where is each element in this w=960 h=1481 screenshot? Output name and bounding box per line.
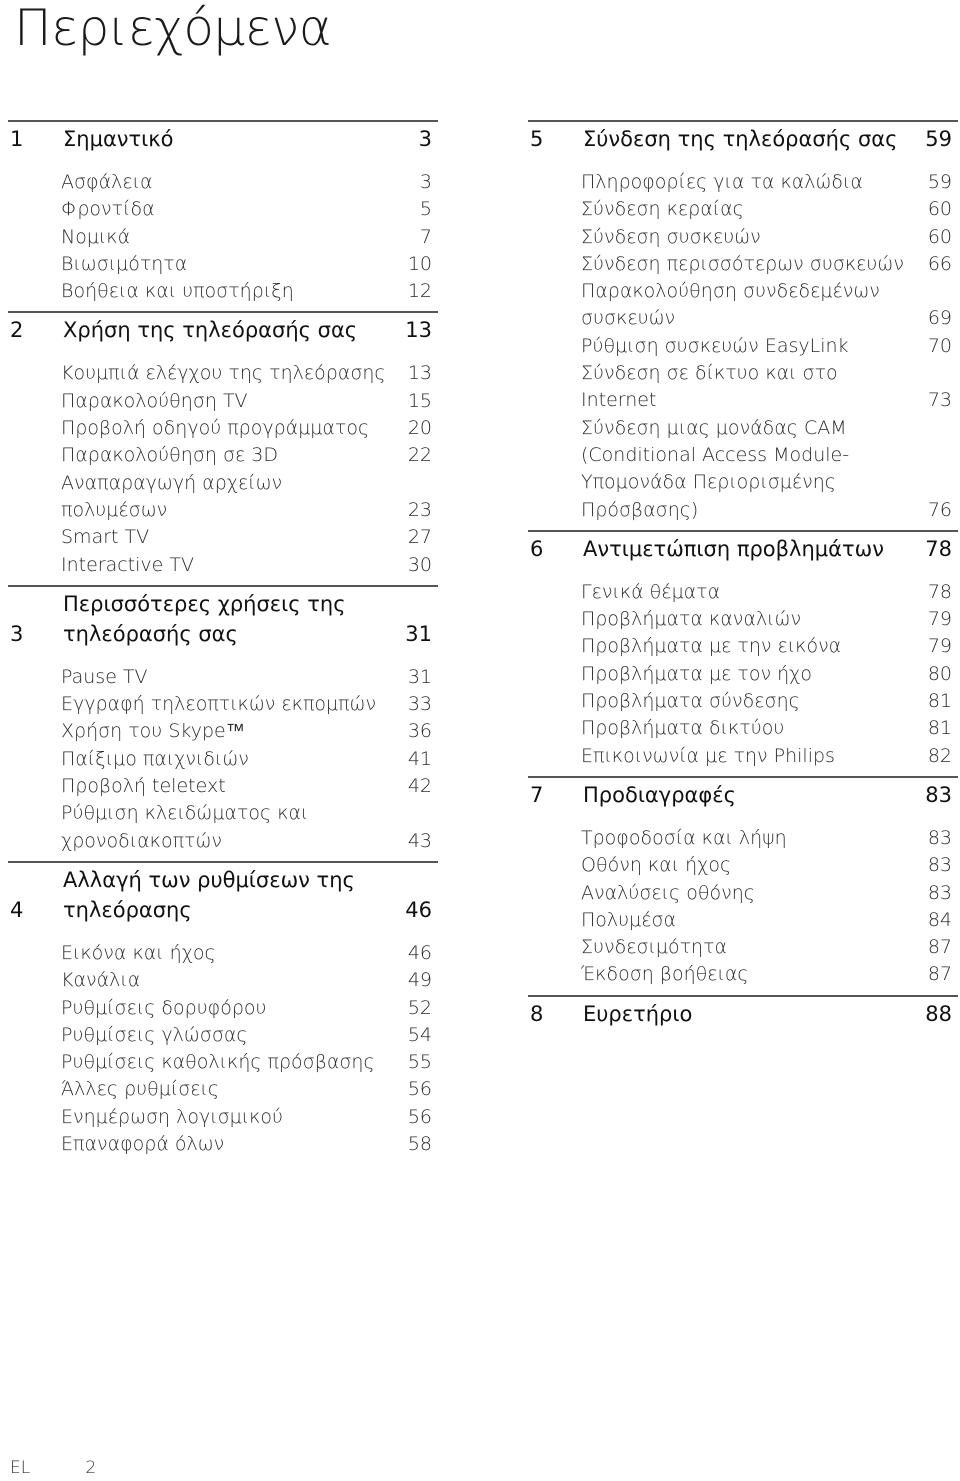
toc-item-page: 23 xyxy=(407,498,432,521)
toc-item[interactable] xyxy=(528,251,958,278)
chapter-title: Σημαντικό xyxy=(63,127,174,151)
toc-item[interactable] xyxy=(8,718,438,745)
toc-item[interactable] xyxy=(8,388,438,415)
chapter-page: 31 xyxy=(405,621,432,646)
toc-item[interactable] xyxy=(8,1104,438,1131)
toc-item-page: 54 xyxy=(407,1023,432,1046)
toc-item-list xyxy=(528,579,958,770)
toc-item-page: 20 xyxy=(407,417,432,440)
toc-item[interactable] xyxy=(528,579,958,606)
toc-item[interactable] xyxy=(8,1131,438,1158)
toc-item[interactable] xyxy=(8,691,438,718)
toc-item-title: Συνδεσιμότητα xyxy=(581,936,728,959)
toc-item-page: 82 xyxy=(927,744,952,767)
toc-item-title: Ρύθμιση κλειδώματος και χρονοδιακοπτών xyxy=(61,802,309,852)
toc-item-title: Smart TV xyxy=(61,526,150,549)
toc-item-title: Άλλες ρυθμίσεις xyxy=(61,1078,220,1101)
toc-item[interactable] xyxy=(528,934,958,961)
toc-item-title: Βοήθεια και υποστήριξη xyxy=(61,280,294,303)
toc-item-page: 87 xyxy=(927,963,952,986)
toc-item-title: Παίξιμο παιχνιδιών xyxy=(61,747,249,770)
toc-item[interactable] xyxy=(528,169,958,196)
toc-item[interactable] xyxy=(8,442,438,469)
toc-item-title: Εγγραφή τηλεοπτικών εκπομπών xyxy=(61,693,377,716)
toc-item[interactable] xyxy=(8,1022,438,1049)
toc-item[interactable] xyxy=(528,688,958,715)
toc-item-title: Κουμπιά ελέγχου της τηλεόρασης xyxy=(61,362,386,385)
toc-item-title: Κανάλια xyxy=(61,969,141,992)
toc-item-page: 73 xyxy=(927,389,952,412)
toc-item[interactable] xyxy=(8,773,438,800)
chapter-number: 1 xyxy=(10,127,24,151)
toc-item[interactable] xyxy=(8,995,438,1022)
toc-item[interactable] xyxy=(8,251,438,278)
chapter-page: 46 xyxy=(405,897,432,922)
toc-item-page: 58 xyxy=(407,1133,432,1156)
toc-item-title: Επικοινωνία με την Philips xyxy=(581,744,835,767)
toc-item[interactable] xyxy=(8,746,438,773)
toc-item-page: 79 xyxy=(927,608,952,631)
toc-item-page: 60 xyxy=(927,225,952,248)
toc-item-list xyxy=(528,169,958,524)
toc-item-page: 56 xyxy=(407,1078,432,1101)
toc-item-title: Interactive TV xyxy=(61,553,194,576)
toc-item-page: 3 xyxy=(419,171,432,193)
toc-item-page: 22 xyxy=(407,444,432,467)
toc-item-page: 41 xyxy=(407,747,432,770)
chapter-title: Ευρετήριο xyxy=(583,1001,693,1026)
chapter-title: Περισσότερες χρήσεις της τηλεόρασής σας xyxy=(63,591,346,646)
toc-item-title: Αναπαραγωγή αρχείων πολυμέσων xyxy=(61,471,283,521)
toc-item[interactable] xyxy=(528,360,958,415)
toc-item[interactable] xyxy=(8,800,438,855)
toc-item-title: Πολυμέσα xyxy=(581,908,677,931)
toc-chapter[interactable] xyxy=(8,311,438,345)
toc-item-title: Σύνδεση σε δίκτυο και στο Internet xyxy=(581,362,838,412)
toc-item-title: Έκδοση βοήθειας xyxy=(581,963,749,986)
chapter-number: 5 xyxy=(530,127,544,151)
toc-item-title: Ρυθμίσεις καθολικής πρόσβασης xyxy=(61,1051,375,1074)
toc-item[interactable] xyxy=(528,633,958,660)
toc-item[interactable] xyxy=(528,743,958,770)
toc-item-list xyxy=(8,940,438,1158)
toc-chapter[interactable] xyxy=(8,585,438,649)
toc-item-title: Ενημέρωση λογισμικού xyxy=(61,1105,283,1128)
page-title: Περιεχόμενα xyxy=(14,0,332,57)
toc-item[interactable] xyxy=(8,196,438,223)
toc-item-page: 56 xyxy=(407,1105,432,1128)
toc-item-list xyxy=(8,360,438,578)
toc-item-page: 12 xyxy=(407,280,432,303)
chapter-title: Αντιμετώπιση προβλημάτων xyxy=(583,536,884,561)
toc-item-page: 76 xyxy=(927,498,952,521)
toc-item-page: 87 xyxy=(927,936,952,959)
toc-item-title: Τροφοδοσία και λήψη xyxy=(581,826,787,849)
chapter-title: Αλλαγή των ρυθμίσεων της τηλεόρασης xyxy=(63,867,355,922)
toc-item-page: 81 xyxy=(927,717,952,740)
toc-item-title: Εικόνα και ήχος xyxy=(61,941,216,964)
toc-item-title: Προβλήματα καναλιών xyxy=(581,608,802,631)
toc-chapter[interactable] xyxy=(8,861,438,925)
toc-item-title: Επαναφορά όλων xyxy=(61,1133,225,1156)
chapter-title: Σύνδεση της τηλεόρασής σας xyxy=(583,127,898,151)
toc-item-title: Παρακολούθηση σε 3D xyxy=(61,444,279,467)
toc-item-page: 59 xyxy=(927,171,952,193)
toc-item-page: 27 xyxy=(407,526,432,549)
toc-right-column xyxy=(528,120,958,1044)
chapter-title: Προδιαγραφές xyxy=(583,782,736,807)
toc-item-page: 33 xyxy=(407,693,432,716)
toc-item[interactable] xyxy=(528,333,958,360)
toc-item-title: Προβολή οδηγού προγράμματος xyxy=(61,417,370,440)
toc-item-title: Προβλήματα με την εικόνα xyxy=(581,635,842,658)
chapter-page: 83 xyxy=(925,782,952,807)
toc-item-title: Χρήση του Skype™ xyxy=(61,720,245,743)
toc-item-title: Αναλύσεις οθόνης xyxy=(581,881,755,904)
toc-item-page: 55 xyxy=(407,1051,432,1074)
toc-left-column xyxy=(8,120,438,1164)
toc-item[interactable] xyxy=(528,880,958,907)
toc-item[interactable] xyxy=(528,415,958,524)
footer-page-number: 2 xyxy=(85,1458,97,1478)
chapter-page: 3 xyxy=(418,127,432,151)
toc-item-title: Φροντίδα xyxy=(61,198,155,221)
toc-item-title: Προβλήματα με τον ήχο xyxy=(581,662,813,685)
toc-item[interactable] xyxy=(8,224,438,251)
toc-item-title: Προβολή teletext xyxy=(61,775,226,798)
chapter-title: Χρήση της τηλεόρασής σας xyxy=(63,318,358,343)
chapter-page: 59 xyxy=(925,127,952,151)
toc-item[interactable] xyxy=(8,524,438,551)
toc-item-page: 5 xyxy=(419,198,432,221)
toc-item-page: 36 xyxy=(407,720,432,743)
toc-item-page: 84 xyxy=(927,908,952,931)
toc-item-page: 60 xyxy=(927,198,952,221)
toc-item-title: Ρύθμιση συσκευών EasyLink xyxy=(581,334,849,357)
toc-item-page: 46 xyxy=(407,941,432,964)
toc-item-page: 42 xyxy=(407,775,432,798)
toc-item-list xyxy=(528,825,958,989)
chapter-page: 13 xyxy=(405,318,432,343)
toc-chapter[interactable] xyxy=(528,530,958,564)
toc-item-title: Πληροφορίες για τα καλώδια xyxy=(581,171,863,193)
toc-item-page: 78 xyxy=(927,580,952,603)
toc-item-list xyxy=(8,169,438,305)
toc-item[interactable] xyxy=(528,715,958,742)
toc-item-title: Σύνδεση συσκευών xyxy=(581,225,761,248)
toc-item[interactable] xyxy=(8,415,438,442)
toc-item[interactable] xyxy=(528,606,958,633)
chapter-number: 6 xyxy=(530,536,544,561)
toc-item-page: 79 xyxy=(927,635,952,658)
toc-item-title: Παρακολούθηση συνδεδεμένων συσκευών xyxy=(581,280,880,330)
chapter-number: 4 xyxy=(10,897,24,922)
toc-item-page: 69 xyxy=(927,307,952,330)
toc-item[interactable] xyxy=(8,1049,438,1076)
toc-chapter[interactable] xyxy=(8,120,438,154)
toc-item-page: 83 xyxy=(927,854,952,877)
toc-item[interactable] xyxy=(8,278,438,305)
chapter-number: 3 xyxy=(10,621,24,646)
toc-item[interactable] xyxy=(8,169,438,196)
chapter-number: 7 xyxy=(530,782,544,807)
toc-item-title: Γενικά θέματα xyxy=(581,580,721,603)
toc-item[interactable] xyxy=(528,224,958,251)
toc-item[interactable] xyxy=(8,1076,438,1103)
toc-item-title: Ρυθμίσεις δορυφόρου xyxy=(61,996,267,1019)
toc-item[interactable] xyxy=(8,360,438,387)
chapter-number: 8 xyxy=(530,1001,544,1026)
chapter-number: 2 xyxy=(10,318,24,343)
toc-item-title: Νομικά xyxy=(61,225,131,248)
toc-item-title: Προβλήματα δικτύου xyxy=(581,717,785,740)
toc-item[interactable] xyxy=(8,940,438,967)
toc-item[interactable] xyxy=(528,825,958,852)
toc-item[interactable] xyxy=(528,852,958,879)
toc-item-page: 80 xyxy=(927,662,952,685)
chapter-page: 88 xyxy=(925,1001,952,1026)
toc-item-title: Οθόνη και ήχος xyxy=(581,854,732,877)
toc-item-page: 30 xyxy=(407,553,432,576)
toc-item-page: 70 xyxy=(927,334,952,357)
toc-item-page: 52 xyxy=(407,996,432,1019)
toc-item-title: Σύνδεση μιας μονάδας CAM (Conditional Access Module- Υπομονάδα Περιορισμένης Πρόσβασης) xyxy=(581,416,850,521)
toc-item[interactable] xyxy=(8,470,438,525)
toc-item[interactable] xyxy=(528,907,958,934)
toc-item[interactable] xyxy=(528,661,958,688)
toc-item[interactable] xyxy=(8,967,438,994)
toc-item-page: 83 xyxy=(927,881,952,904)
footer-language: EL xyxy=(10,1458,31,1478)
toc-item-page: 15 xyxy=(407,389,432,412)
toc-item[interactable] xyxy=(528,196,958,223)
toc-item-page: 49 xyxy=(407,969,432,992)
toc-chapter[interactable] xyxy=(528,995,958,1029)
toc-item-page: 66 xyxy=(927,252,952,275)
toc-item[interactable] xyxy=(8,664,438,691)
toc-item-page: 10 xyxy=(407,252,432,275)
toc-chapter[interactable] xyxy=(528,776,958,810)
toc-item-page: 7 xyxy=(419,225,432,248)
toc-item-list xyxy=(8,664,438,855)
toc-item-title: Σύνδεση κεραίας xyxy=(581,198,744,221)
toc-item-title: Παρακολούθηση TV xyxy=(61,389,248,412)
toc-item-title: Pause TV xyxy=(61,665,148,688)
toc-item[interactable] xyxy=(528,961,958,988)
toc-item[interactable] xyxy=(8,552,438,579)
page-footer xyxy=(10,1458,96,1478)
toc-item[interactable] xyxy=(528,278,958,333)
toc-item-title: Προβλήματα σύνδεσης xyxy=(581,690,800,713)
chapter-page: 78 xyxy=(925,536,952,561)
toc-item-title: Ρυθμίσεις γλώσσας xyxy=(61,1023,248,1046)
toc-item-page: 31 xyxy=(407,665,432,688)
toc-item-title: Σύνδεση περισσότερων συσκευών xyxy=(581,252,904,275)
toc-item-page: 81 xyxy=(927,690,952,713)
toc-chapter[interactable] xyxy=(528,120,958,154)
toc-item-page: 43 xyxy=(407,829,432,852)
toc-item-page: 13 xyxy=(407,362,432,385)
toc-item-title: Ασφάλεια xyxy=(61,171,153,193)
toc-item-title: Βιωσιμότητα xyxy=(61,252,188,275)
toc-item-page: 83 xyxy=(927,826,952,849)
